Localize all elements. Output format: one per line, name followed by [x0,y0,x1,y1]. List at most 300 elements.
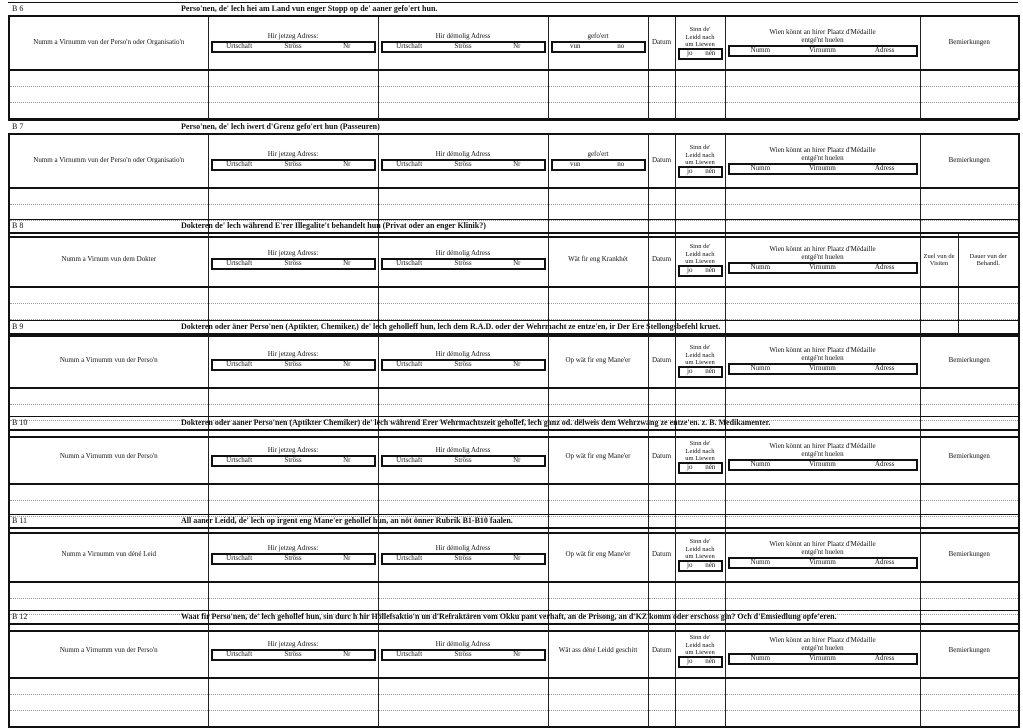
name-header: Numm a Virnum vun dem Dokter [9,233,208,287]
extra-cell[interactable] [548,711,648,728]
label-street: Ströss [284,456,302,464]
label-number: Nr [343,42,351,50]
name-cell[interactable] [9,287,208,304]
label-no_died: nén [705,265,716,274]
label-died_2: Leidd nach [685,641,715,649]
medal-cell[interactable] [725,188,920,205]
medal-cell[interactable] [725,678,920,695]
label-street: Ströss [284,160,302,168]
date-header [648,233,675,287]
extra-header: Op wät fir eng Mane'er [548,430,648,484]
label-medal_2: entgé'nt huelen [801,354,844,363]
former-address-cell[interactable] [378,388,548,405]
label-address: Adress [874,557,895,566]
current-address-cell[interactable] [208,287,378,304]
label-address: Adress [874,163,895,172]
current_address-header [208,233,378,287]
label-died_3: um Liewen [685,40,715,48]
label-current_address: Hir jetzeg Adress: [267,350,319,359]
died-cell[interactable] [675,87,725,103]
label-number: Nr [343,554,351,562]
extra-cell[interactable] [548,678,648,695]
current-address-cell[interactable] [208,304,378,320]
table-row [9,695,1019,711]
date-header [648,430,675,484]
extra-cell[interactable] [548,304,648,320]
section-title: Perso'nen, de' lech iwert d'Grenz gefo'ert hun (Passeuren) [181,122,380,131]
label-street: Ströss [454,259,472,267]
label-surname: Numm [750,45,771,54]
label-medal_1: Wien könnt an hirer Plaatz d'Médaille [769,636,876,645]
former-address-cell[interactable] [378,188,548,205]
label-number: Nr [513,42,521,50]
former-address-cell[interactable] [378,484,548,501]
label-died_2: Leidd nach [685,151,715,159]
label-died_1: Sinn de' [689,538,711,546]
label-yes: jo [687,265,693,274]
current_address-header [208,430,378,484]
label-surname: Numm [750,557,771,566]
label-surname: Numm [750,459,771,468]
extra-header: Op wät fir eng Mane'er [548,528,648,582]
name-header: Numm a Virnumm vun der Perso'n [9,334,208,388]
date-header [648,528,675,582]
label-locality: Urtschaft [396,42,423,50]
label-address: Adress [874,363,895,372]
label-fled: gefo'ert [587,32,609,41]
label-street: Ströss [454,360,472,368]
label-locality: Urtschaft [396,456,423,464]
label-street: Ströss [454,160,472,168]
died-header [675,624,725,678]
medal-cell[interactable] [725,711,920,728]
name-cell[interactable] [9,87,208,103]
former-address-cell[interactable] [378,711,548,728]
visits-cell[interactable] [920,304,958,320]
label-died_1: Sinn de' [689,344,711,352]
name-header: Numm a Virnumm vun der Perso'n oder Organisatio'n [9,134,208,188]
former-address-cell[interactable] [378,678,548,695]
label-locality: Urtschaft [226,259,253,267]
medal-cell[interactable] [725,582,920,599]
current-address-cell[interactable] [208,388,378,405]
name-cell[interactable] [9,695,208,711]
table-row [9,304,1019,320]
label-surname: Numm [750,163,771,172]
remarks-cell[interactable] [920,695,1019,711]
table-row [9,103,1019,120]
label-date: Datum [651,646,672,655]
label-remarks: Bemierkungen [948,156,990,165]
label-street: Ströss [284,554,302,562]
medal-cell[interactable] [725,484,920,501]
extra-cell[interactable] [548,87,648,103]
label-number: Nr [513,554,521,562]
date-cell[interactable] [648,287,675,304]
name-cell[interactable] [9,304,208,320]
label-address: Adress [874,45,895,54]
died-cell[interactable] [675,695,725,711]
extra-cell[interactable] [548,388,648,405]
label-died_2: Leidd nach [685,351,715,359]
label-medal_1: Wien könnt an hirer Plaatz d'Médaille [769,146,876,155]
medal-cell[interactable] [725,695,920,711]
remarks-cell[interactable] [920,484,1019,501]
label-no_died: nén [705,366,716,375]
medal-cell[interactable] [725,388,920,405]
remarks-cell[interactable] [920,188,1019,205]
label-locality: Urtschaft [396,259,423,267]
label-from: vun [570,160,581,168]
label-medal_2: entgé'nt huelen [801,253,844,262]
table-row [9,87,1019,103]
current-address-cell[interactable] [208,582,378,599]
died-cell[interactable] [675,388,725,405]
label-died_3: um Liewen [685,158,715,166]
medal-header [725,134,920,188]
former_address-header [378,233,548,287]
label-no_died: nén [705,166,716,175]
label-died_3: um Liewen [685,257,715,265]
label-yes: jo [687,462,693,471]
label-locality: Urtschaft [226,650,253,658]
label-died_3: um Liewen [685,648,715,656]
label-number: Nr [513,160,521,168]
extra-cell[interactable] [548,103,648,120]
section-title-row [8,219,1018,232]
died-cell[interactable] [675,70,725,87]
died-cell[interactable] [675,582,725,599]
name-header: Numm a Virnumm vun der Perso'n oder Organisatio'n [9,16,208,70]
label-no_died: nén [705,48,716,57]
label-surname: Numm [750,363,771,372]
label-former_address: Hir démolig Adress [435,544,491,553]
extra-header: Wät fir eng Krankhét [548,233,648,287]
current-address-cell[interactable] [208,484,378,501]
label-former_address: Hir démolig Adress [435,350,491,359]
died-header [675,334,725,388]
label-firstname: Virnumm [809,557,836,566]
name-cell[interactable] [9,188,208,205]
label-medal_1: Wien könnt an hirer Plaatz d'Médaille [769,540,876,549]
label-medal_1: Wien könnt an hirer Plaatz d'Médaille [769,28,876,37]
current_address-header [208,134,378,188]
label-current_address: Hir jetzeg Adress: [267,640,319,649]
label-fled: gefo'ert [587,150,609,159]
name-cell[interactable] [9,103,208,120]
label-yes: jo [687,48,693,57]
died-cell[interactable] [675,678,725,695]
label-date: Datum [651,356,672,365]
former-address-cell[interactable] [378,103,548,120]
date-header [648,334,675,388]
medal-cell[interactable] [725,287,920,304]
remarks-header [920,16,1019,70]
name-cell[interactable] [9,582,208,599]
section-title-row [8,2,1018,15]
extra-cell[interactable] [548,484,648,501]
label-firstname: Virnumm [809,363,836,372]
table-row [9,388,1019,405]
label-locality: Urtschaft [226,42,253,50]
current_address-header [208,16,378,70]
remarks-cell[interactable] [920,582,1019,599]
section-title: All aaner Leidd, de' lech op irgent eng Mane'er gehollef hun, an nöt önner Rubrik B1-B10 faalen. [181,516,513,525]
label-street: Ströss [284,259,302,267]
date-cell[interactable] [648,711,675,728]
died-cell[interactable] [675,287,725,304]
section-code: B 11 [12,516,28,525]
label-street: Ströss [284,650,302,658]
label-number: Nr [343,259,351,267]
current_address-header [208,528,378,582]
former-address-cell[interactable] [378,70,548,87]
label-locality: Urtschaft [396,650,423,658]
section-title: Perso'nen, de' lech hei am Land vun enger Stopp op de' aaner gefo'ert hun. [181,4,438,13]
extra-cell[interactable] [548,70,648,87]
label-street: Ströss [454,42,472,50]
died-header [675,233,725,287]
label-locality: Urtschaft [396,160,423,168]
died-cell[interactable] [675,188,725,205]
label-medal_2: entgé'nt huelen [801,548,844,557]
section-title-row [8,610,1018,623]
date-cell[interactable] [648,388,675,405]
current-address-cell[interactable] [208,87,378,103]
died-cell[interactable] [675,103,725,120]
label-locality: Urtschaft [226,456,253,464]
label-no_died: nén [705,656,716,665]
label-number: Nr [513,650,521,658]
label-number: Nr [343,650,351,658]
label-medal_2: entgé'nt huelen [801,450,844,459]
current-address-cell[interactable] [208,711,378,728]
label-medal_2: entgé'nt huelen [801,644,844,653]
label-died_2: Leidd nach [685,447,715,455]
died-header [675,134,725,188]
label-died_1: Sinn de' [689,144,711,152]
label-number: Nr [343,456,351,464]
label-died_1: Sinn de' [689,440,711,448]
label-address: Adress [874,459,895,468]
former-address-cell[interactable] [378,304,548,320]
remarks-cell[interactable] [920,70,1019,87]
table-row [9,582,1019,599]
label-current_address: Hir jetzeg Adress: [267,446,319,455]
label-to: no [617,160,625,168]
date-header [648,134,675,188]
visits-cell[interactable] [920,287,958,304]
label-address: Adress [874,653,895,662]
label-remarks: Bemierkungen [948,356,990,365]
label-surname: Numm [750,653,771,662]
name-cell[interactable] [9,388,208,405]
remarks-cell[interactable] [920,678,1019,695]
current-address-cell[interactable] [208,70,378,87]
medal-header [725,528,920,582]
section-title-row [8,320,1018,333]
former-address-cell[interactable] [378,582,548,599]
medal-cell[interactable] [725,103,920,120]
date-cell[interactable] [648,484,675,501]
remarks-cell[interactable] [920,87,1019,103]
former-address-cell[interactable] [378,695,548,711]
label-medal_2: entgé'nt huelen [801,154,844,163]
date-header [648,16,675,70]
label-current_address: Hir jetzeg Adress: [267,544,319,553]
name-header: Numm a Virnumm vun der Perso'n [9,430,208,484]
medal-cell[interactable] [725,304,920,320]
extra-header: Wät ass déné Leidd geschitt [548,624,648,678]
section-title: Waat fir Perso'nen, de' lech gehollef hun, sin durc h hir Höllefsaktio'n un d'Refraktären vom Okku pant verhaft, an de Prisong, an d'KZ komm oder erschoss gin? Och d'Emsiedlung opfe'eren. [181,612,837,621]
date-cell[interactable] [648,695,675,711]
label-number: Nr [513,259,521,267]
date-cell[interactable] [648,103,675,120]
date-cell[interactable] [648,87,675,103]
label-medal_2: entgé'nt huelen [801,36,844,45]
table-row [9,287,1019,304]
visits-header: Zuel vun de Visiten [920,233,958,287]
section-code: B 10 [12,418,28,427]
label-locality: Urtschaft [226,554,253,562]
died-header [675,430,725,484]
table-row [9,711,1019,728]
current-address-cell[interactable] [208,695,378,711]
died-header [675,16,725,70]
remarks-cell[interactable] [920,711,1019,728]
label-number: Nr [343,160,351,168]
section-title-row [8,514,1018,527]
medal-cell[interactable] [725,70,920,87]
remarks-header [920,624,1019,678]
label-died_3: um Liewen [685,358,715,366]
section-code: B 7 [12,122,24,131]
former_address-header [378,430,548,484]
medal-header [725,430,920,484]
date-cell[interactable] [648,188,675,205]
name-cell[interactable] [9,70,208,87]
label-medal_1: Wien könnt an hirer Plaatz d'Médaille [769,442,876,451]
name-cell[interactable] [9,678,208,695]
name-header: Numm a Virnumm vun déné Leid [9,528,208,582]
section-b6 [8,2,1018,120]
extra-cell[interactable] [548,188,648,205]
former-address-cell[interactable] [378,87,548,103]
former_address-header [378,334,548,388]
label-locality: Urtschaft [396,360,423,368]
label-died_1: Sinn de' [689,26,711,34]
label-street: Ströss [284,360,302,368]
died-cell[interactable] [675,484,725,501]
label-firstname: Virnumm [809,262,836,271]
label-number: Nr [513,360,521,368]
duration-header: Dauer vun der Behandl. [958,233,1019,287]
label-died_2: Leidd nach [685,545,715,553]
label-former_address: Hir démolig Adress [435,249,491,258]
table-row [9,484,1019,501]
date-cell[interactable] [648,582,675,599]
remarks-header [920,134,1019,188]
extra-cell[interactable] [548,582,648,599]
label-died_2: Leidd nach [685,250,715,258]
label-died_3: um Liewen [685,454,715,462]
former-address-cell[interactable] [378,287,548,304]
label-number: Nr [513,456,521,464]
label-locality: Urtschaft [226,160,253,168]
date-cell[interactable] [648,304,675,320]
remarks-header [920,528,1019,582]
duration-cell[interactable] [958,287,1019,304]
name-cell[interactable] [9,484,208,501]
died-cell[interactable] [675,711,725,728]
label-current_address: Hir jetzeg Adress: [267,150,319,159]
section-title: Dokteren oder aaner Perso'nen (Aptikter Chemiker) de' lech während Erer Wehrmachtszeit gehollef, lech ganz od. dëlweis dem Wehrzwang ze entze'en. z. B. Medikamenter. [181,418,771,427]
label-remarks: Bemierkungen [948,452,990,461]
section-title: Dokteren de' lech während E'rer Illegalite't behandelt hun (Privat oder an enger Klinik?) [181,221,486,230]
section-title-row [8,416,1018,429]
section-code: B 9 [12,322,24,331]
died-header [675,528,725,582]
label-no_died: nén [705,560,716,569]
current-address-cell[interactable] [208,678,378,695]
label-date: Datum [651,255,672,264]
label-medal_1: Wien könnt an hirer Plaatz d'Médaille [769,245,876,254]
label-no_died: nén [705,462,716,471]
date-header [648,624,675,678]
label-surname: Numm [750,262,771,271]
current-address-cell[interactable] [208,103,378,120]
died-cell[interactable] [675,304,725,320]
name-cell[interactable] [9,711,208,728]
extra-cell[interactable] [548,695,648,711]
date-cell[interactable] [648,678,675,695]
former_address-header [378,624,548,678]
label-street: Ströss [284,42,302,50]
table-row [9,678,1019,695]
label-date: Datum [651,452,672,461]
fled-header [548,16,648,70]
extra-cell[interactable] [548,287,648,304]
section-code: B 8 [12,221,24,230]
current_address-header [208,624,378,678]
label-current_address: Hir jetzeg Adress: [267,32,319,41]
label-date: Datum [651,156,672,165]
label-address: Adress [874,262,895,271]
table-row [9,188,1019,205]
duration-cell[interactable] [958,304,1019,320]
remarks-header [920,334,1019,388]
label-died_1: Sinn de' [689,243,711,251]
label-street: Ströss [454,650,472,658]
fled-header [548,134,648,188]
remarks-cell[interactable] [920,103,1019,120]
current-address-cell[interactable] [208,188,378,205]
medal-cell[interactable] [725,87,920,103]
label-locality: Urtschaft [226,360,253,368]
remarks-cell[interactable] [920,388,1019,405]
section-title-row [8,120,1018,133]
label-former_address: Hir démolig Adress [435,640,491,649]
label-former_address: Hir démolig Adress [435,32,491,41]
label-former_address: Hir démolig Adress [435,150,491,159]
table-row [9,70,1019,87]
remarks-header [920,430,1019,484]
section-code: B 12 [12,612,28,621]
section-b12 [8,610,1018,728]
label-remarks: Bemierkungen [948,38,990,47]
date-cell[interactable] [648,70,675,87]
label-died_2: Leidd nach [685,33,715,41]
